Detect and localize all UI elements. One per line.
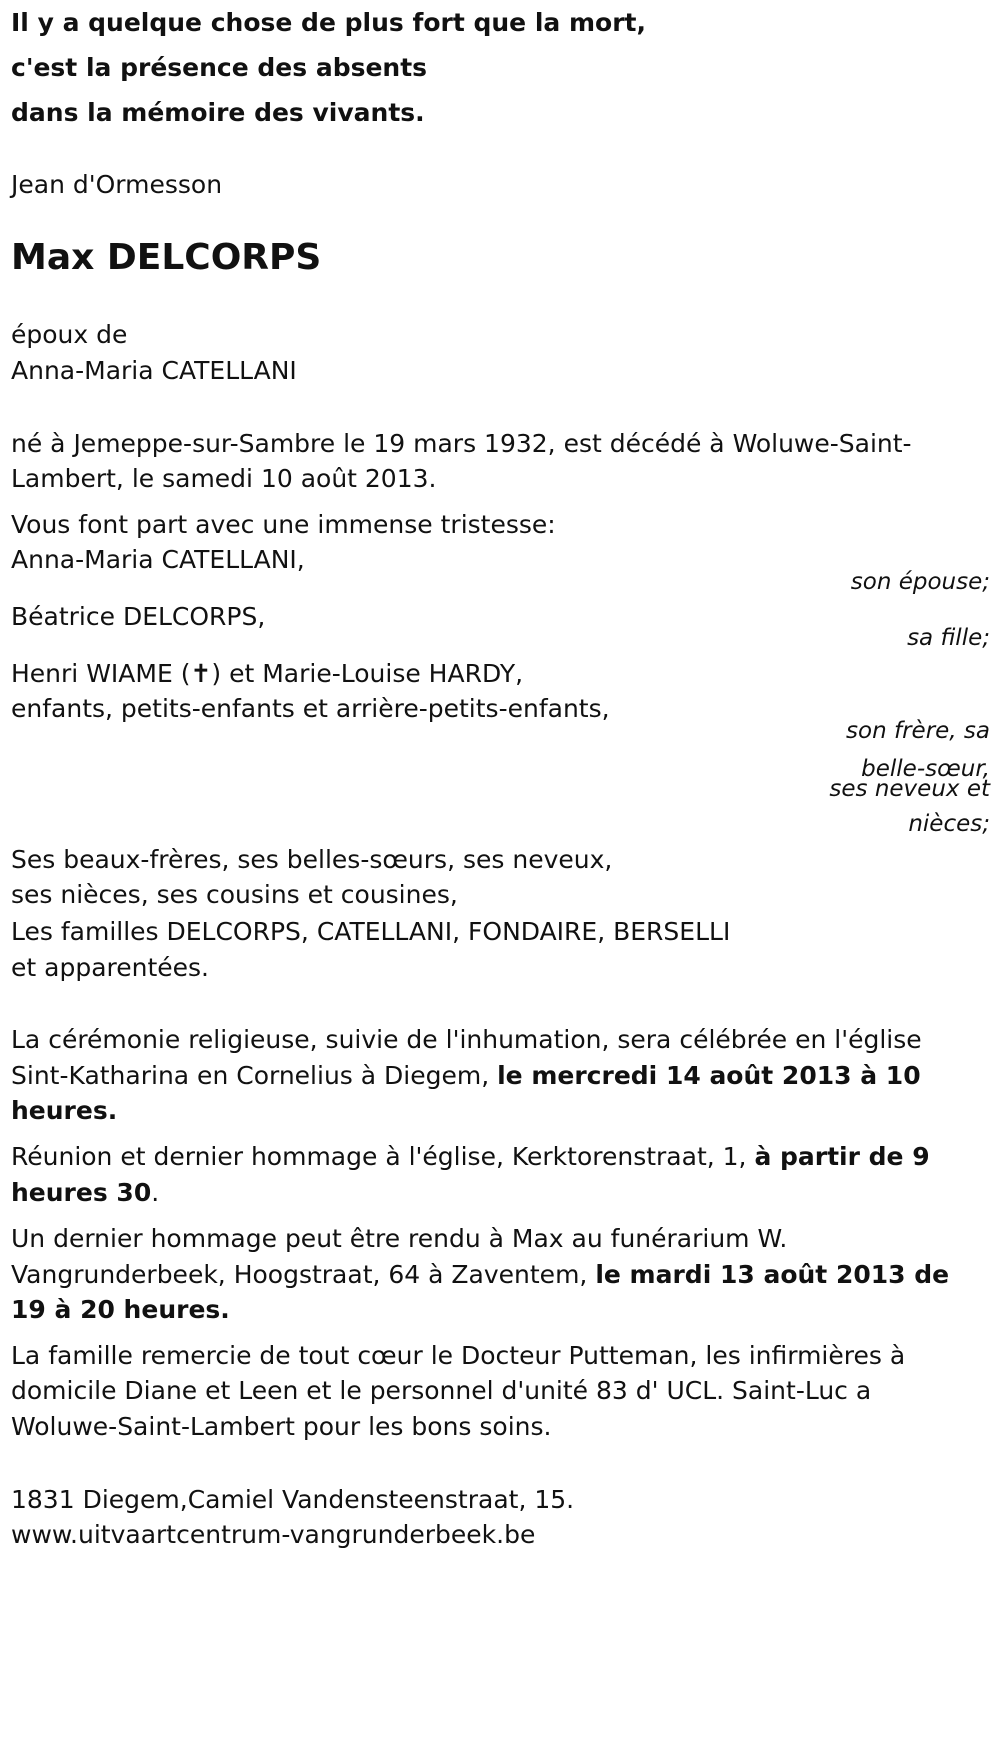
ceremony-line-1: La cérémonie religieuse, suivie de l'inhumation, sera célébrée en l'église <box>11 1025 922 1054</box>
gathering-line-2 <box>11 1178 159 1208</box>
birth-death-line-2: Lambert, le samedi 10 août 2013. <box>11 464 437 493</box>
announcer-daughter-role: sa fille; <box>907 625 990 651</box>
funerarium-address: Vangrunderbeek, Hoogstraat, 64 à Zaventem, <box>11 1260 596 1289</box>
funerarium-line-2 <box>11 1260 949 1290</box>
ceremony-datetime-end: heures. <box>11 1096 118 1125</box>
extended-family-line-1: Ses beaux-frères, ses belles-sœurs, ses neveux, <box>11 845 613 874</box>
thanks-line-3: Woluwe-Saint-Lambert pour les bons soins. <box>11 1412 552 1441</box>
gathering-time-end: heures 30 <box>11 1178 152 1207</box>
birth-death-line-1: né à Jemeppe-sur-Sambre le 19 mars 1932, est décédé à Woluwe-Saint- <box>11 429 912 458</box>
contact-website[interactable]: www.uitvaartcentrum-vangrunderbeek.be <box>11 1520 536 1549</box>
announcer-sibling-role-1: son frère, sa <box>846 718 990 744</box>
announcer-sibling-role-4: nièces; <box>908 811 990 837</box>
extended-family-line-3: Les familles DELCORPS, CATELLANI, FONDAIRE, BERSELLI <box>11 917 731 946</box>
quote-line-3: dans la mémoire des vivants. <box>11 98 425 127</box>
gathering-time: à partir de 9 <box>754 1142 930 1171</box>
announcer-sibling-role-3: ses neveux et <box>829 776 990 802</box>
spouse-name: Anna-Maria CATELLANI <box>11 356 297 385</box>
announcer-sibling: Henri WIAME (✝) et Marie-Louise HARDY, <box>11 659 524 688</box>
ceremony-line-3 <box>11 1096 117 1126</box>
spouse-label: époux de <box>11 320 128 349</box>
quote-line-2: c'est la présence des absents <box>11 53 428 82</box>
announcer-spouse-role: son épouse; <box>850 569 990 595</box>
extended-family-line-2: ses nièces, ses cousins et cousines, <box>11 880 458 909</box>
contact-address: 1831 Diegem,Camiel Vandensteenstraat, 15. <box>11 1485 575 1514</box>
funerarium-datetime-end: 19 à 20 heures. <box>11 1295 230 1324</box>
announcer-spouse: Anna-Maria CATELLANI, <box>11 545 305 574</box>
ceremony-location: Sint-Katharina en Cornelius à Diegem, <box>11 1061 498 1090</box>
gathering-line-1 <box>11 1142 930 1172</box>
quote-line-1: Il y a quelque chose de plus fort que la mort, <box>11 8 646 37</box>
ceremony-datetime: le mercredi 14 août 2013 à 10 <box>497 1061 921 1090</box>
deceased-name: Max DELCORPS <box>11 237 322 278</box>
announcer-descendants: enfants, petits-enfants et arrière-petits-enfants, <box>11 694 610 723</box>
thanks-line-1: La famille remercie de tout cœur le Docteur Putteman, les infirmières à <box>11 1341 906 1370</box>
announcer-sibling-role-2: belle-sœur, <box>861 756 990 782</box>
gathering-period: . <box>151 1178 160 1207</box>
funerarium-line-3 <box>11 1295 230 1325</box>
thanks-line-2: domicile Diane et Leen et le personnel d'unité 83 d' UCL. Saint-Luc a <box>11 1376 872 1405</box>
announcers-intro: Vous font part avec une immense tristesse: <box>11 510 556 539</box>
funerarium-datetime: le mardi 13 août 2013 de <box>595 1260 950 1289</box>
extended-family-line-4: et apparentées. <box>11 953 209 982</box>
announcer-daughter: Béatrice DELCORPS, <box>11 602 266 631</box>
quote-author: Jean d'Ormesson <box>11 170 223 199</box>
ceremony-line-2 <box>11 1061 921 1091</box>
gathering-location: Réunion et dernier hommage à l'église, Kerktorenstraat, 1, <box>11 1142 755 1171</box>
funerarium-line-1: Un dernier hommage peut être rendu à Max au funérarium W. <box>11 1224 788 1253</box>
